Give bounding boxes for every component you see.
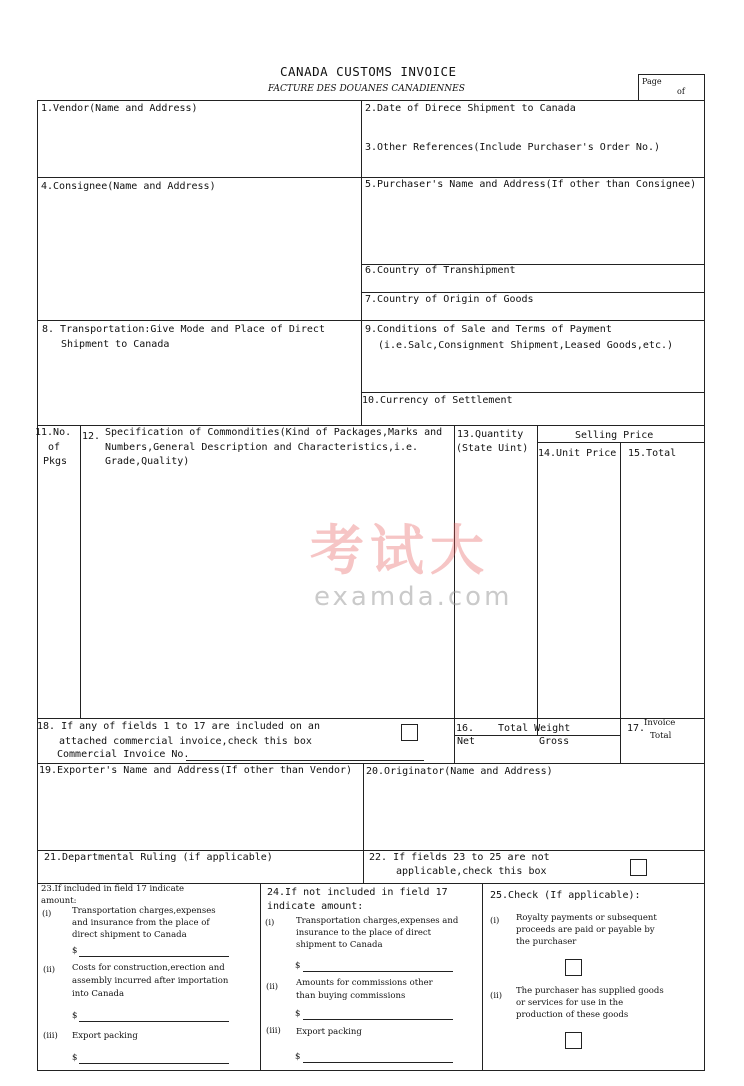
field-23-ii-text: Costs for construction,erection and [72, 963, 225, 973]
field-22-label-2: applicable,check this box [396, 866, 547, 877]
field-17-total-label: Total [650, 731, 672, 741]
gross-weight-label: Gross [539, 736, 570, 747]
field-25-ii-text: The purchaser has supplied goods [516, 986, 664, 996]
form-subtitle: FACTURE DES DOUANES CANADIENNES [268, 84, 465, 94]
field-24-heading-2: indicate amount: [267, 901, 364, 912]
field-2-date-label: 2.Date of Direce Shipment to Canada [365, 103, 576, 114]
field-16-weight-label: Total Weight [498, 723, 571, 734]
field-18-label-2: attached commercial invoice,check this box [59, 736, 312, 747]
field-23-i-dollar: $ [72, 946, 78, 956]
field-18-label: 18. If any of fields 1 to 17 are included on an [37, 721, 320, 732]
field-9-conditions-label: 9.Conditions of Sale and Terms of Payment [365, 324, 612, 335]
field-24-ii-dollar: $ [295, 1009, 301, 1019]
form-title: CANADA CUSTOMS INVOICE [280, 64, 457, 79]
field-25-i-checkbox[interactable] [565, 959, 582, 976]
field-22-label: 22. If fields 23 to 25 are not [369, 852, 550, 863]
field-23-iii-dollar: $ [72, 1053, 78, 1063]
field-24-i-amount-field[interactable] [303, 971, 453, 972]
of-label: of [677, 87, 685, 96]
field-25-i-marker: (i) [490, 916, 500, 926]
field-23-heading: 23.If included in field 17 indicate [41, 884, 185, 894]
field-23-iii-amount-field[interactable] [79, 1063, 229, 1064]
field-18-invoice-number-label: Commercial Invoice No. [57, 749, 190, 760]
field-25-i-text-3: the purchaser [516, 937, 577, 947]
page-number-box[interactable] [638, 74, 705, 101]
field-12-specification-label-2: Numbers,General Description and Characteristics,i.e. [105, 442, 419, 453]
field-24-i-marker: (i) [265, 918, 275, 928]
field-5-purchaser-label: 5.Purchaser's Name and Address(If other than Consignee) [365, 179, 697, 190]
field-24-i-dollar: $ [295, 961, 301, 971]
field-24-ii-amount-field[interactable] [303, 1019, 453, 1020]
field-23-ii-amount-field[interactable] [79, 1021, 229, 1022]
field-18-checkbox[interactable] [401, 724, 418, 741]
field-20-originator-label: 20.Originator(Name and Address) [366, 766, 553, 777]
field-24-heading: 24.If not included in field 17 [267, 887, 448, 898]
field-13-quantity-label: 13.Quantity [457, 429, 524, 440]
field-23-heading-2: amount: [41, 896, 77, 906]
commercial-invoice-number-field[interactable] [186, 760, 424, 761]
field-24-iii-amount-field[interactable] [303, 1062, 453, 1063]
field-17-number: 17. [627, 723, 646, 734]
field-25-ii-checkbox[interactable] [565, 1032, 582, 1049]
rule [620, 442, 621, 763]
field-23-i-text-3: direct shipment to Canada [72, 930, 187, 940]
field-3-references-label: 3.Other References(Include Purchaser's Order No.) [365, 142, 661, 153]
field-11-packages-label-3: Pkgs [43, 456, 68, 467]
rule [260, 883, 261, 1071]
rule [361, 392, 705, 393]
field-23-i-marker: (i) [42, 909, 52, 919]
field-24-ii-text-2: than buying commissions [296, 991, 406, 1001]
watermark-chinese: 考试大 [310, 519, 490, 582]
field-1-vendor-label: 1.Vendor(Name and Address) [41, 103, 198, 114]
field-25-i-text-2: proceeds are paid or payable by [516, 925, 655, 935]
field-24-iii-dollar: $ [295, 1052, 301, 1062]
field-8-transportation-label: 8. Transportation:Give Mode and Place of Direct [42, 324, 325, 335]
rule [537, 425, 538, 735]
field-24-i-text-2: insurance to the place of direct [296, 928, 432, 938]
field-12-number: 12. [82, 431, 101, 442]
field-24-i-text-3: shipment to Canada [296, 940, 383, 950]
rule [37, 320, 705, 321]
rule [37, 718, 705, 719]
field-23-iii-text: Export packing [72, 1031, 138, 1041]
field-11-packages-label-2: of [48, 442, 61, 453]
field-25-ii-marker: (ii) [490, 991, 503, 1001]
field-10-currency-label: 10.Currency of Settlement [362, 395, 513, 406]
rule [361, 100, 362, 425]
field-23-iii-marker: (iii) [43, 1031, 58, 1041]
field-24-iii-text: Export packing [296, 1027, 362, 1037]
field-6-transhipment-label: 6.Country of Transhipment [365, 265, 516, 276]
field-17-invoice-label: Invoice [644, 718, 676, 728]
rule [363, 763, 364, 883]
field-7-origin-label: 7.Country of Origin of Goods [365, 294, 534, 305]
field-4-consignee-label: 4.Consignee(Name and Address) [41, 181, 216, 192]
field-8-transportation-label-2: Shipment to Canada [61, 339, 170, 350]
field-24-ii-text: Amounts for commissions other [296, 978, 433, 988]
field-22-checkbox[interactable] [630, 859, 647, 876]
field-24-i-text: Transportation charges,expenses and [296, 916, 459, 926]
field-24-ii-marker: (ii) [266, 982, 279, 992]
field-23-ii-marker: (ii) [43, 965, 56, 975]
field-11-packages-label: 11.No. [35, 427, 72, 438]
watermark-latin: examda.com [314, 582, 513, 612]
field-21-ruling-label: 21.Departmental Ruling (if applicable) [44, 852, 273, 863]
field-15-total-label: 15.Total [628, 448, 677, 459]
net-weight-label: Net [457, 736, 476, 747]
field-23-i-text-2: and insurance from the place of [72, 918, 210, 928]
field-23-i-amount-field[interactable] [79, 956, 229, 957]
field-12-specification-label: Specification of Commondities(Kind of Packages,Marks and [105, 427, 443, 438]
rule [482, 883, 483, 1071]
field-19-exporter-label: 19.Exporter's Name and Address(If other than Vendor) [39, 765, 353, 776]
field-25-ii-text-3: production of these goods [516, 1010, 629, 1020]
selling-price-header: Selling Price [575, 430, 654, 441]
field-12-specification-label-3: Grade,Quality) [105, 456, 190, 467]
field-24-iii-marker: (iii) [266, 1026, 281, 1036]
field-14-unit-price-label: 14.Unit Price [538, 448, 617, 459]
field-16-number: 16. [456, 723, 475, 734]
field-23-ii-text-3: into Canada [72, 989, 125, 999]
field-13-quantity-label-2: (State Uint) [456, 443, 529, 454]
page-label: Page [642, 77, 662, 86]
field-25-i-text: Royalty payments or subsequent [516, 913, 657, 923]
rule [80, 425, 81, 718]
field-23-i-text: Transportation charges,expenses [72, 906, 216, 916]
field-9-conditions-label-2: (i.e.Salc,Consignment Shipment,Leased Goods,etc.) [378, 340, 674, 351]
field-23-ii-dollar: $ [72, 1011, 78, 1021]
field-25-heading: 25.Check (If applicable): [490, 890, 641, 901]
field-23-ii-text-2: assembly incurred after importation [72, 976, 229, 986]
field-25-ii-text-2: or services for use in the [516, 998, 624, 1008]
